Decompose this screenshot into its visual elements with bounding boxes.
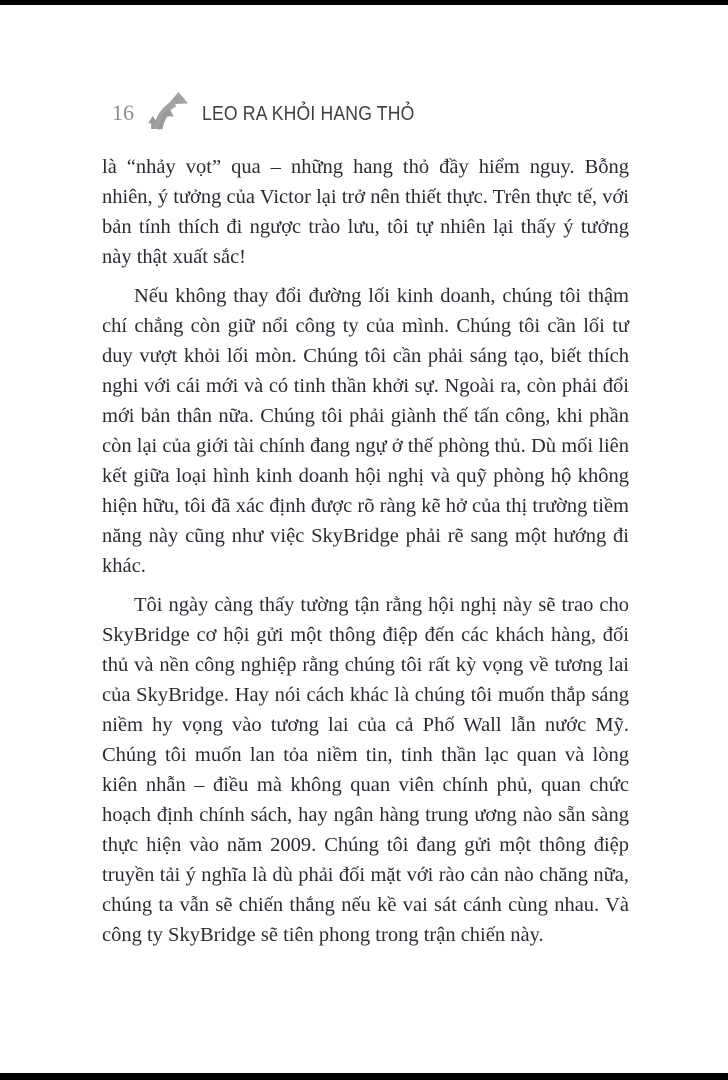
bottom-black-bar (0, 1073, 728, 1080)
page-header (112, 92, 443, 127)
top-black-bar (0, 0, 728, 5)
growth-arrows-icon (145, 92, 191, 130)
paragraph: Tôi ngày càng thấy tường tận rằng hội nghị này sẽ trao cho SkyBridge cơ hội gửi một thông điệp đến các khách hàng, đối thủ và nền công nghiệp rằng chúng tôi rất kỳ vọng về tương lai của SkyBridge. Hay nói cách khác là chúng tôi muốn thắp sáng niềm hy vọng vào tương lai của cả Phố Wall lẫn nước Mỹ. Chúng tôi muốn lan tỏa niềm tin, tinh thần lạc quan và lòng kiên nhẫn – điều mà không quan viên chính phủ, quan chức hoạch định chính sách, hay ngân hàng trung ương nào sẵn sàng thực hiện vào năm 2009. Chúng tôi đang gửi một thông điệp truyền tải ý nghĩa là dù phải đối mặt với rào cản nào chăng nữa, chúng ta vẫn sẽ chiến thắng nếu kề vai sát cánh cùng nhau. Và công ty SkyBridge sẽ tiên phong trong trận chiến này. (102, 594, 629, 946)
running-title: LEO RA KHỎI HANG THỎ (202, 103, 415, 125)
body-text-block (102, 152, 629, 959)
paragraph: Nếu không thay đổi đường lối kinh doanh, chúng tôi thậm chí chẳng còn giữ nổi công ty của mình. Chúng tôi cần lối tư duy vượt khỏi lối mòn. Chúng tôi cần phải sáng tạo, biết thích nghi với cái mới và có tinh thần khởi sự. Ngoài ra, còn phải đổi mới bản thân nữa. Chúng tôi phải giành thế tấn công, khi phần còn lại của giới tài chính đang ngự ở thế phòng thủ. Dù mối liên kết giữa loại hình kinh doanh hội nghị và quỹ phòng hộ không hiện hữu, tôi đã xác định được rõ ràng kẽ hở của thị trường tiềm năng này cũng như việc SkyBridge phải rẽ sang một hướng đi khác. (102, 285, 629, 577)
page-number: 16 (112, 100, 134, 125)
paragraph: là “nhảy vọt” qua – những hang thỏ đầy hiểm nguy. Bỗng nhiên, ý tưởng của Victor lại trở nên thiết thực. Trên thực tế, với bản tính thích đi ngược trào lưu, tôi tự nhiên lại thấy ý tưởng này thật xuất sắc! (102, 156, 629, 268)
